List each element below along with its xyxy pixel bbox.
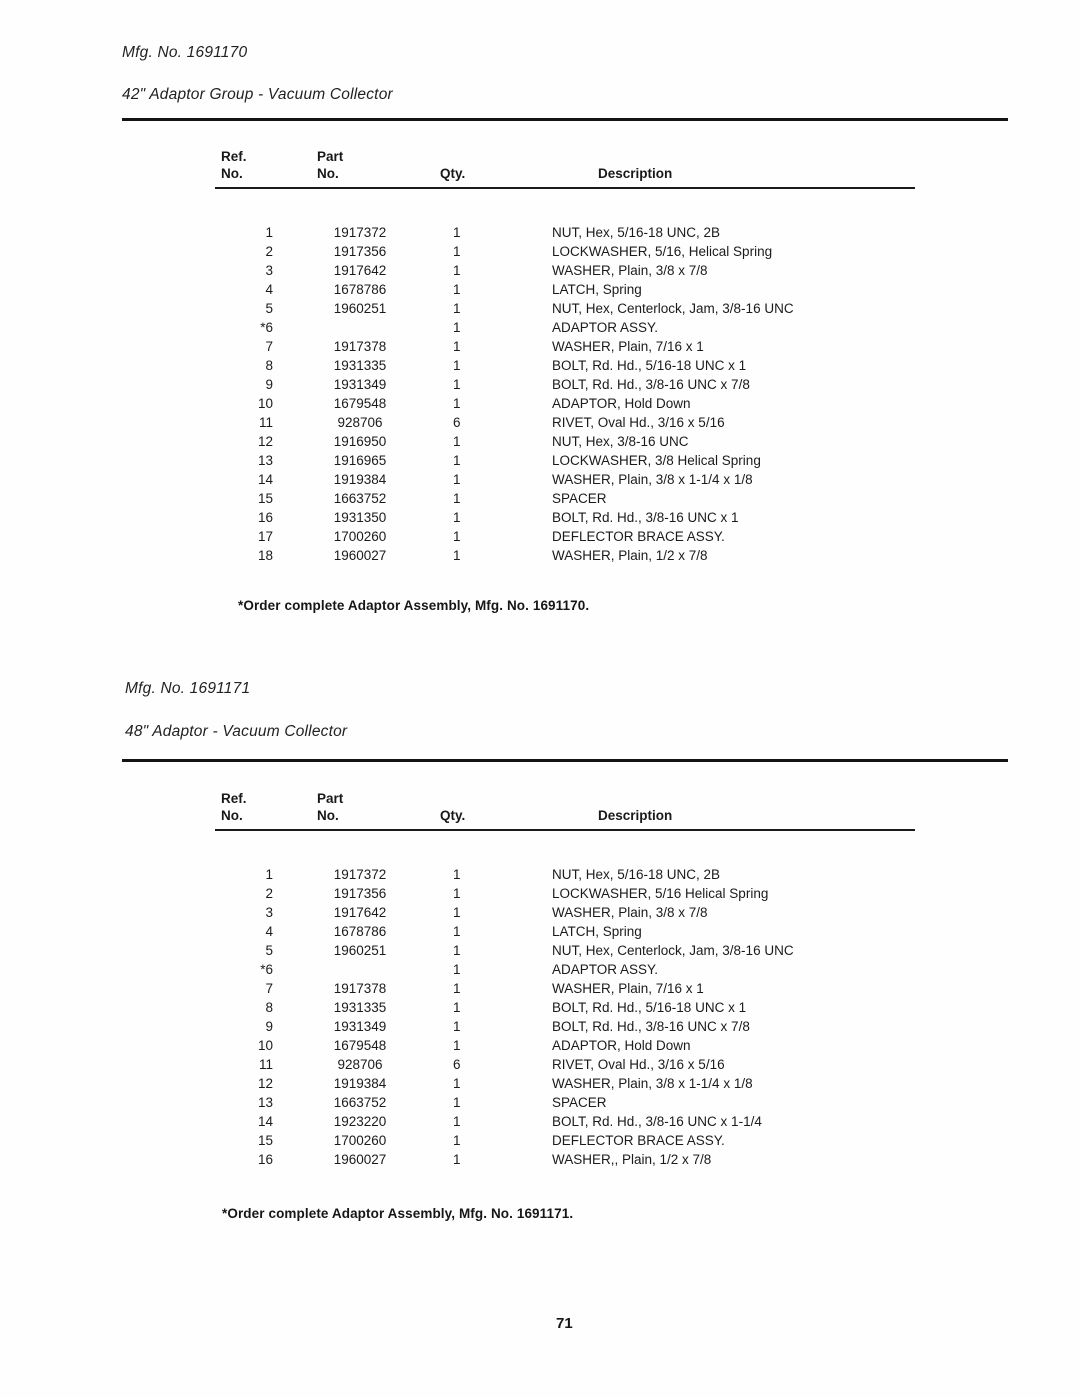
cell-ref: 16 xyxy=(257,1152,273,1167)
mfg-number-2: Mfg. No. 1691171 xyxy=(125,680,251,697)
table-header-1 xyxy=(215,148,915,188)
parts-table-2 xyxy=(215,790,915,1169)
header-ref-line1: Ref. xyxy=(221,149,247,164)
parts-row xyxy=(215,941,915,960)
cell-desc: WASHER, Plain, 1/2 x 7/8 xyxy=(552,548,708,563)
cell-ref: *6 xyxy=(260,320,273,335)
header-ref-line1: Ref. xyxy=(221,791,247,806)
cell-part: 928706 xyxy=(337,415,383,430)
parts-row xyxy=(215,1112,915,1131)
header-part-no xyxy=(285,790,435,830)
cell-ref: 3 xyxy=(265,263,273,278)
cell-qty: 1 xyxy=(453,244,461,259)
cell-desc: BOLT, Rd. Hd., 3/8-16 UNC x 1 xyxy=(552,510,739,525)
cell-qty: 1 xyxy=(453,377,461,392)
cell-qty: 1 xyxy=(453,886,461,901)
cell-part: 1931349 xyxy=(333,1019,387,1034)
cell-ref: *6 xyxy=(260,962,273,977)
cell-part: 1663752 xyxy=(333,491,387,506)
cell-desc: BOLT, Rd. Hd., 5/16-18 UNC x 1 xyxy=(552,358,747,373)
cell-part: 1917378 xyxy=(333,981,387,996)
cell-part: 1917356 xyxy=(333,244,387,259)
cell-qty: 1 xyxy=(453,1000,461,1015)
cell-ref: 11 xyxy=(258,1057,273,1072)
cell-ref: 1 xyxy=(265,867,273,882)
cell-part: 1678786 xyxy=(333,924,387,939)
footnote-2: *Order complete Adaptor Assembly, Mfg. No. 1691171. xyxy=(222,1206,574,1221)
cell-part: 1919384 xyxy=(333,1076,387,1091)
cell-desc: WASHER, Plain, 3/8 x 1-1/4 x 1/8 xyxy=(552,1076,753,1091)
cell-qty: 6 xyxy=(453,415,461,430)
cell-part: 1917372 xyxy=(333,867,387,882)
parts-row xyxy=(215,470,915,489)
section-title-1: 42" Adaptor Group - Vacuum Collector xyxy=(122,86,393,103)
cell-desc: BOLT, Rd. Hd., 3/8-16 UNC x 7/8 xyxy=(552,377,750,392)
parts-row xyxy=(215,413,915,432)
cell-part: 1916950 xyxy=(333,434,387,449)
parts-row xyxy=(215,489,915,508)
parts-row xyxy=(215,830,915,884)
parts-row xyxy=(215,527,915,546)
cell-qty: 1 xyxy=(453,1019,461,1034)
cell-qty: 1 xyxy=(453,1152,461,1167)
cell-qty: 1 xyxy=(453,491,461,506)
cell-desc: LOCKWASHER, 5/16 Helical Spring xyxy=(552,886,769,901)
cell-desc: LOCKWASHER, 5/16, Helical Spring xyxy=(552,244,773,259)
cell-part: 1931350 xyxy=(333,510,387,525)
cell-qty: 1 xyxy=(453,981,461,996)
parts-row xyxy=(215,337,915,356)
cell-ref: 12 xyxy=(257,434,273,449)
cell-part xyxy=(285,960,435,979)
cell-part: 1960251 xyxy=(333,301,387,316)
cell-desc: BOLT, Rd. Hd., 3/8-16 UNC x 1-1/4 xyxy=(552,1114,762,1129)
cell-qty: 1 xyxy=(453,924,461,939)
header-ref-no xyxy=(215,148,285,188)
cell-desc: DEFLECTOR BRACE ASSY. xyxy=(552,1133,725,1148)
cell-ref: 7 xyxy=(265,339,273,354)
cell-desc: LATCH, Spring xyxy=(552,282,642,297)
section-title-2: 48" Adaptor - Vacuum Collector xyxy=(125,723,348,740)
cell-ref: 1 xyxy=(265,225,273,240)
cell-part: 1917642 xyxy=(333,263,387,278)
parts-row xyxy=(215,318,915,337)
cell-part: 1919384 xyxy=(333,472,387,487)
parts-row xyxy=(215,1055,915,1074)
cell-desc: WASHER, Plain, 3/8 x 1-1/4 x 1/8 xyxy=(552,472,753,487)
cell-part: 1917356 xyxy=(333,886,387,901)
cell-desc: WASHER, Plain, 3/8 x 7/8 xyxy=(552,905,708,920)
cell-part: 1917372 xyxy=(333,225,387,240)
cell-qty: 6 xyxy=(453,1057,461,1072)
section-divider-1 xyxy=(122,118,1008,121)
cell-ref: 9 xyxy=(265,1019,273,1034)
parts-row xyxy=(215,1150,915,1169)
cell-ref: 8 xyxy=(265,358,273,373)
cell-ref: 4 xyxy=(265,924,273,939)
cell-qty: 1 xyxy=(453,358,461,373)
cell-ref: 5 xyxy=(265,301,273,316)
cell-part xyxy=(285,318,435,337)
cell-desc: DEFLECTOR BRACE ASSY. xyxy=(552,529,725,544)
cell-desc: NUT, Hex, 5/16-18 UNC, 2B xyxy=(552,225,721,240)
cell-ref: 13 xyxy=(257,1095,273,1110)
header-ref-line2: No. xyxy=(221,808,243,823)
cell-ref: 15 xyxy=(257,491,273,506)
parts-row xyxy=(215,432,915,451)
parts-row xyxy=(215,1093,915,1112)
page-number: 71 xyxy=(556,1315,573,1332)
cell-ref: 10 xyxy=(257,396,273,411)
parts-row xyxy=(215,1131,915,1150)
cell-desc: NUT, Hex, 3/8-16 UNC xyxy=(552,434,689,449)
parts-row xyxy=(215,903,915,922)
cell-desc: NUT, Hex, Centerlock, Jam, 3/8-16 UNC xyxy=(552,943,794,958)
cell-ref: 8 xyxy=(265,1000,273,1015)
cell-desc: ADAPTOR, Hold Down xyxy=(552,1038,691,1053)
cell-qty: 1 xyxy=(453,263,461,278)
parts-table-1 xyxy=(215,148,915,565)
cell-desc: NUT, Hex, 5/16-18 UNC, 2B xyxy=(552,867,721,882)
cell-ref: 16 xyxy=(257,510,273,525)
header-description: Description xyxy=(530,148,915,188)
cell-ref: 3 xyxy=(265,905,273,920)
cell-part: 1663752 xyxy=(333,1095,387,1110)
cell-desc: WASHER, Plain, 3/8 x 7/8 xyxy=(552,263,708,278)
cell-ref: 13 xyxy=(257,453,273,468)
header-ref-line2: No. xyxy=(221,166,243,181)
cell-part: 1923220 xyxy=(333,1114,387,1129)
cell-ref: 14 xyxy=(257,472,273,487)
cell-part: 1960027 xyxy=(333,548,387,563)
parts-row xyxy=(215,188,915,242)
cell-desc: RIVET, Oval Hd., 3/16 x 5/16 xyxy=(552,415,725,430)
cell-qty: 1 xyxy=(453,962,461,977)
cell-desc: LOCKWASHER, 3/8 Helical Spring xyxy=(552,453,761,468)
parts-row xyxy=(215,1017,915,1036)
cell-part: 1700260 xyxy=(333,529,387,544)
cell-ref: 2 xyxy=(265,244,273,259)
cell-ref: 17 xyxy=(257,529,273,544)
cell-desc: LATCH, Spring xyxy=(552,924,642,939)
parts-row xyxy=(215,979,915,998)
cell-qty: 1 xyxy=(453,453,461,468)
parts-row xyxy=(215,922,915,941)
cell-qty: 1 xyxy=(453,1038,461,1053)
cell-ref: 10 xyxy=(257,1038,273,1053)
header-qty: Qty. xyxy=(435,148,530,188)
cell-desc: SPACER xyxy=(552,1095,607,1110)
cell-qty: 1 xyxy=(453,867,461,882)
cell-qty: 1 xyxy=(453,905,461,920)
cell-qty: 1 xyxy=(453,1114,461,1129)
cell-part: 928706 xyxy=(337,1057,383,1072)
header-ref-no xyxy=(215,790,285,830)
table-body-1 xyxy=(215,188,915,565)
cell-qty: 1 xyxy=(453,396,461,411)
cell-desc: WASHER, Plain, 7/16 x 1 xyxy=(552,981,704,996)
cell-qty: 1 xyxy=(453,529,461,544)
cell-qty: 1 xyxy=(453,510,461,525)
header-part-line1: Part xyxy=(317,149,344,164)
header-description: Description xyxy=(530,790,915,830)
table-body-2 xyxy=(215,830,915,1169)
cell-ref: 4 xyxy=(265,282,273,297)
cell-qty: 1 xyxy=(453,472,461,487)
mfg-number-1: Mfg. No. 1691170 xyxy=(122,44,248,61)
table-header-2 xyxy=(215,790,915,830)
parts-row xyxy=(215,960,915,979)
parts-row xyxy=(215,884,915,903)
cell-part: 1678786 xyxy=(333,282,387,297)
parts-row xyxy=(215,356,915,375)
cell-qty: 1 xyxy=(453,282,461,297)
cell-desc: BOLT, Rd. Hd., 5/16-18 UNC x 1 xyxy=(552,1000,747,1015)
cell-ref: 7 xyxy=(265,981,273,996)
cell-desc: RIVET, Oval Hd., 3/16 x 5/16 xyxy=(552,1057,725,1072)
header-part-no xyxy=(285,148,435,188)
cell-part: 1917642 xyxy=(333,905,387,920)
cell-desc: WASHER,, Plain, 1/2 x 7/8 xyxy=(552,1152,712,1167)
cell-qty: 1 xyxy=(453,320,461,335)
header-part-line2: No. xyxy=(317,808,339,823)
cell-qty: 1 xyxy=(453,943,461,958)
cell-qty: 1 xyxy=(453,1133,461,1148)
parts-row xyxy=(215,299,915,318)
header-part-line1: Part xyxy=(317,791,344,806)
parts-row xyxy=(215,451,915,470)
cell-part: 1931335 xyxy=(333,358,387,373)
cell-qty: 1 xyxy=(453,548,461,563)
cell-ref: 11 xyxy=(258,415,273,430)
cell-part: 1679548 xyxy=(333,396,387,411)
cell-qty: 1 xyxy=(453,225,461,240)
section-divider-2 xyxy=(122,759,1008,762)
cell-ref: 9 xyxy=(265,377,273,392)
parts-row xyxy=(215,546,915,565)
cell-desc: ADAPTOR ASSY. xyxy=(552,962,659,977)
cell-qty: 1 xyxy=(453,301,461,316)
parts-row xyxy=(215,508,915,527)
cell-desc: WASHER, Plain, 7/16 x 1 xyxy=(552,339,704,354)
cell-part: 1916965 xyxy=(333,453,387,468)
cell-desc: NUT, Hex, Centerlock, Jam, 3/8-16 UNC xyxy=(552,301,794,316)
parts-row xyxy=(215,394,915,413)
cell-ref: 5 xyxy=(265,943,273,958)
parts-row xyxy=(215,280,915,299)
header-qty: Qty. xyxy=(435,790,530,830)
parts-row xyxy=(215,261,915,280)
cell-desc: ADAPTOR, Hold Down xyxy=(552,396,691,411)
cell-ref: 12 xyxy=(257,1076,273,1091)
cell-desc: SPACER xyxy=(552,491,607,506)
cell-qty: 1 xyxy=(453,1095,461,1110)
cell-desc: ADAPTOR ASSY. xyxy=(552,320,659,335)
cell-ref: 15 xyxy=(257,1133,273,1148)
cell-qty: 1 xyxy=(453,434,461,449)
cell-ref: 2 xyxy=(265,886,273,901)
cell-ref: 14 xyxy=(257,1114,273,1129)
cell-ref: 18 xyxy=(257,548,273,563)
parts-row xyxy=(215,1036,915,1055)
parts-row xyxy=(215,375,915,394)
cell-desc: BOLT, Rd. Hd., 3/8-16 UNC x 7/8 xyxy=(552,1019,750,1034)
cell-part: 1917378 xyxy=(333,339,387,354)
parts-row xyxy=(215,998,915,1017)
cell-qty: 1 xyxy=(453,1076,461,1091)
cell-part: 1700260 xyxy=(333,1133,387,1148)
parts-row xyxy=(215,1074,915,1093)
cell-part: 1960027 xyxy=(333,1152,387,1167)
cell-part: 1931335 xyxy=(333,1000,387,1015)
cell-part: 1931349 xyxy=(333,377,387,392)
footnote-1: *Order complete Adaptor Assembly, Mfg. No. 1691170. xyxy=(238,598,590,613)
cell-part: 1679548 xyxy=(333,1038,387,1053)
parts-row xyxy=(215,242,915,261)
cell-part: 1960251 xyxy=(333,943,387,958)
cell-qty: 1 xyxy=(453,339,461,354)
header-part-line2: No. xyxy=(317,166,339,181)
